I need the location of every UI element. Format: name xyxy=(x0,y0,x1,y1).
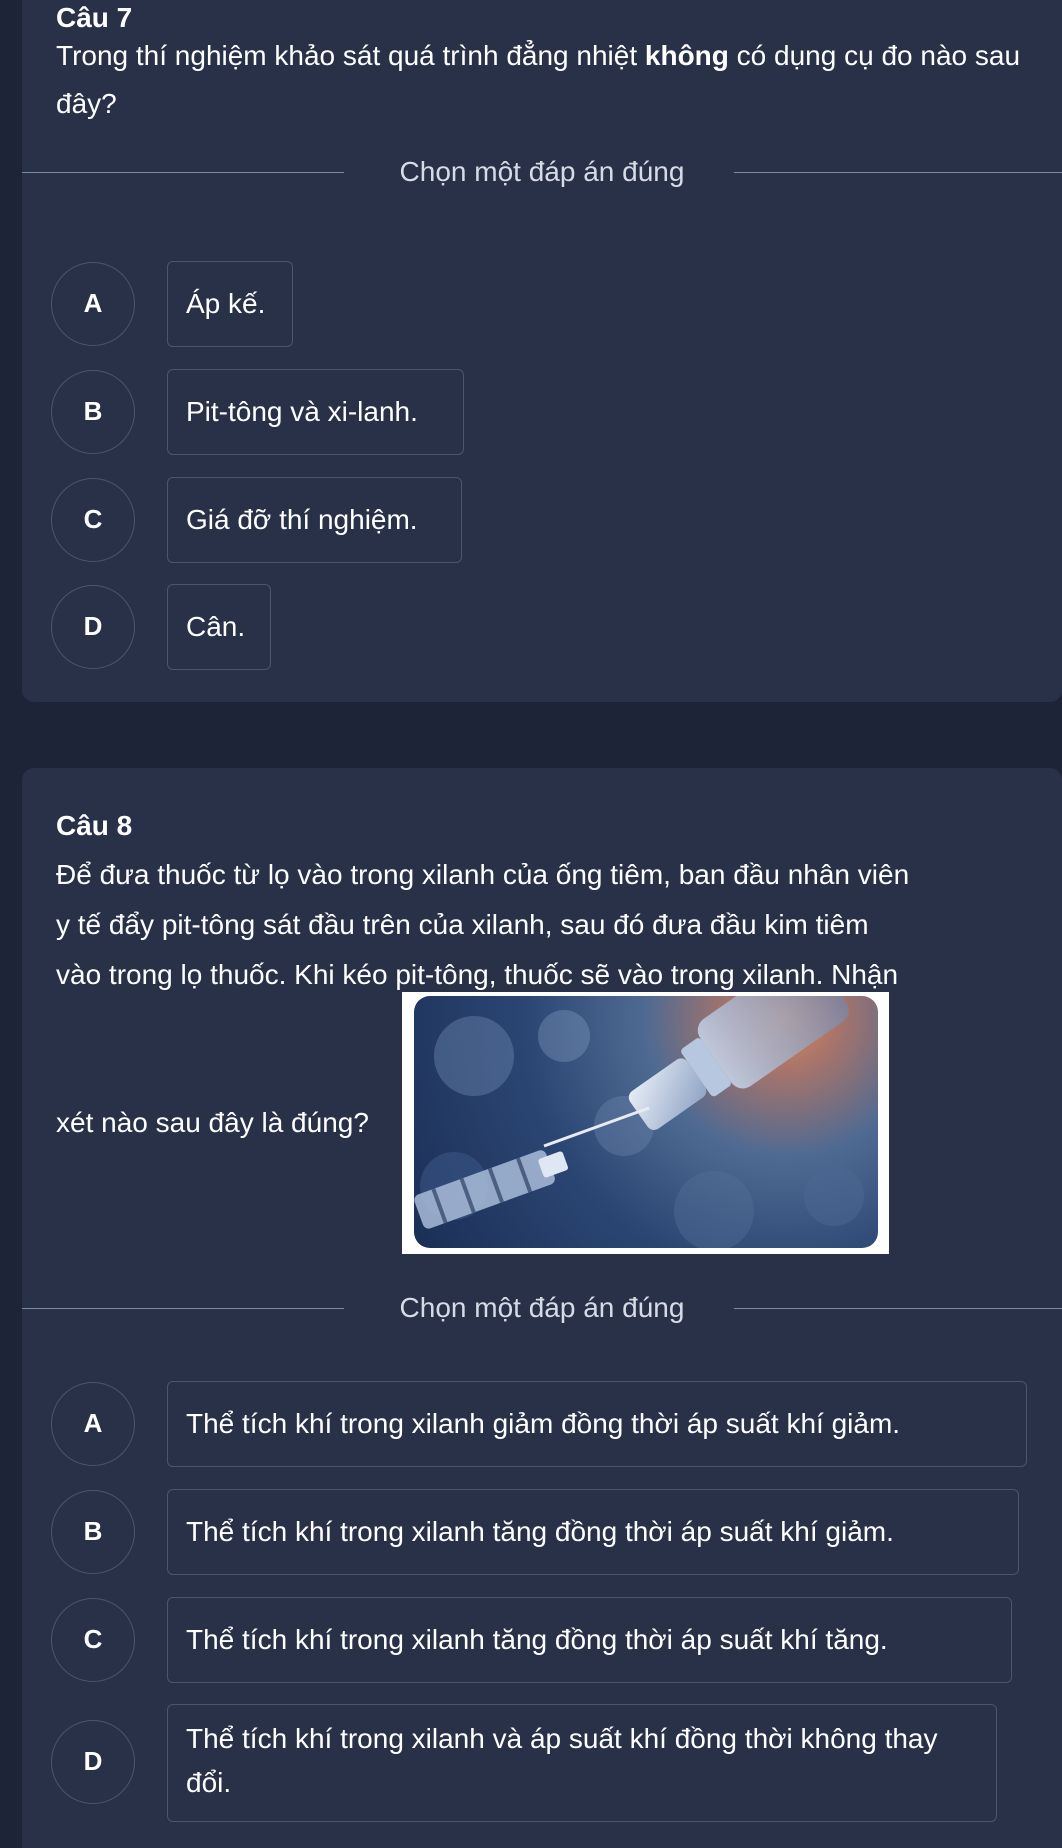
option-letter-d[interactable]: D xyxy=(51,585,135,669)
option-letter-b[interactable]: B xyxy=(51,370,135,454)
answer-divider xyxy=(22,152,1062,192)
option-text-a[interactable]: Áp kế. xyxy=(167,261,293,347)
syringe-vial-illustration xyxy=(414,996,878,1248)
option-text-d[interactable]: Thể tích khí trong xilanh và áp suất khí đồng thời không thay đổi. xyxy=(167,1704,997,1822)
question-card-7 xyxy=(22,0,1062,702)
question-title: Câu 8 xyxy=(56,810,133,841)
option-letter-a[interactable]: A xyxy=(51,262,135,346)
option-letter-c[interactable]: C xyxy=(51,478,135,562)
question-text-line: vào trong lọ thuốc. Khi kéo pit-tông, thuốc sẽ vào trong xilanh. Nhận xyxy=(56,959,899,990)
option-letter-c[interactable]: C xyxy=(51,1598,135,1682)
syringe-vial-image xyxy=(402,992,889,1254)
question-text-line: y tế đẩy pit-tông sát đầu trên của xilanh, sau đó đưa đầu kim tiêm xyxy=(56,909,869,940)
question-card-8 xyxy=(22,768,1062,1848)
image-frame xyxy=(414,996,878,1248)
option-letter-d[interactable]: D xyxy=(51,1720,135,1804)
question-title: Câu 7 xyxy=(56,2,133,33)
question-text-line: xét nào sau đây là đúng? xyxy=(56,1107,369,1138)
question-text-emphasis: không xyxy=(644,40,729,71)
answer-instruction: Chọn một đáp án đúng xyxy=(399,156,685,187)
question-text: Trong thí nghiệm khảo sát quá trình đẳng nhiệt không có dụng cụ đo nào sau đây? xyxy=(56,40,1021,119)
option-text-b[interactable]: Thể tích khí trong xilanh tăng đồng thời áp suất khí giảm. xyxy=(167,1489,1019,1575)
option-text-c[interactable]: Giá đỡ thí nghiệm. xyxy=(167,477,462,563)
option-text-c[interactable]: Thể tích khí trong xilanh tăng đồng thời áp suất khí tăng. xyxy=(167,1597,1012,1683)
answer-divider xyxy=(22,1288,1062,1328)
divider-line xyxy=(734,1308,1062,1309)
question-text-line: Để đưa thuốc từ lọ vào trong xilanh của ống tiêm, ban đầu nhân viên xyxy=(56,859,910,890)
answer-instruction: Chọn một đáp án đúng xyxy=(399,1292,685,1323)
option-text-d[interactable]: Cân. xyxy=(167,584,271,670)
divider-line xyxy=(734,172,1062,173)
option-text-a[interactable]: Thể tích khí trong xilanh giảm đồng thời áp suất khí giảm. xyxy=(167,1381,1027,1467)
option-text-b[interactable]: Pit-tông và xi-lanh. xyxy=(167,369,464,455)
option-letter-b[interactable]: B xyxy=(51,1490,135,1574)
question-text xyxy=(56,850,1046,1000)
option-letter-a[interactable]: A xyxy=(51,1382,135,1466)
